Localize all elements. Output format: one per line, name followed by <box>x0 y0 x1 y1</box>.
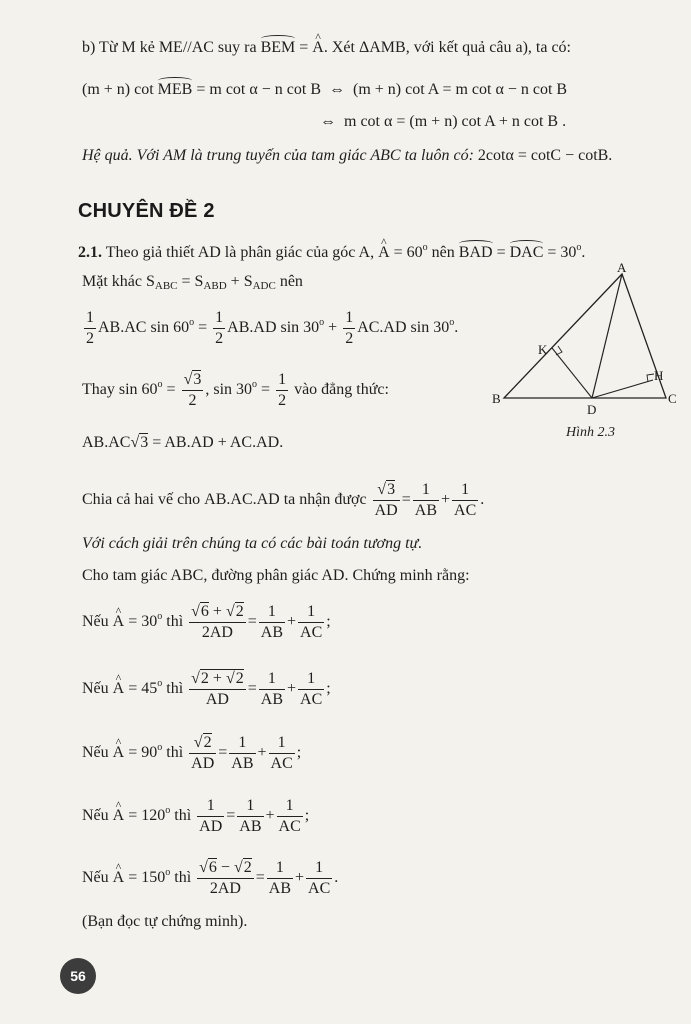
case-90: Nếu ^ $A = 90^o$ thì $\frac{√2}{AD}$ = $\frac{1}{AB}$ + $\frac{1}{AC}$ ; <box>82 733 301 774</box>
triangle-figure <box>490 262 680 422</box>
text: Nếu <box>82 680 109 698</box>
text: vào đẳng thức: <box>294 381 389 399</box>
text: Theo giả thiết AD là phân giác của góc A, <box>105 244 375 261</box>
text: Nếu <box>82 869 109 887</box>
text: b) Từ M kẻ ME//AC suy ra <box>82 39 257 56</box>
task-line: Cho tam giác ABC, đường phân giác AD. Chứng minh rằng: <box>82 567 470 584</box>
formula-line-1: (m + n) cot MEB = m cot α − n cot B ⇔ (m + n) cot A = m cot α − n cot B <box>82 81 568 98</box>
area-equation: $\frac{1}{2}$ AB.AC $\sin 60^o$ = $\frac{1}{2}$ AB.AD $\sin 30^o$ + $\frac{1}{2}$ AC.AD sin 30$^o$. <box>86 309 459 347</box>
text: thì <box>166 680 184 698</box>
text: nên <box>279 273 303 290</box>
text: Nếu <box>82 807 109 825</box>
segment-dh <box>592 380 653 398</box>
label-d: D <box>587 402 597 417</box>
text: ta nhận được <box>283 491 367 509</box>
case-120: Nếu ^ $A = 120^o$ thì $\frac{1}{AD}$ = $\frac{1}{AB}$ + $\frac{1}{AC}$ ; <box>82 796 309 837</box>
case-45: Nếu ^ $A = 45^o$ thì $\frac{√2 + √2}{AD}$ = $\frac{1}{AB}$ + $\frac{1}{AC}$ ; <box>82 669 331 710</box>
figure-caption: Hình 2.3 <box>566 425 615 440</box>
text: thì <box>174 807 192 825</box>
section-heading: CHUYÊN ĐỀ 2 <box>78 200 215 222</box>
text: Nếu <box>82 744 109 762</box>
segment-dk <box>552 348 592 398</box>
hequa-text: Với AM là trung tuyến của tam giác ABC ta luôn có: <box>136 147 474 164</box>
reader-note: (Bạn đọc tự chứng minh). <box>82 913 248 930</box>
hequa-label: Hệ quả. <box>82 147 133 164</box>
text: Thay <box>82 381 115 399</box>
problem-number: 2.1. <box>78 244 102 261</box>
hequa-line <box>82 146 612 166</box>
label-b: B <box>492 391 501 406</box>
case-150: Nếu ^ $A = 150^o$ thì $\frac{√6 - √2}{2AD}$ = $\frac{1}{AB}$ + $\frac{1}{AC}$ . <box>82 858 338 899</box>
thay-line: Thay $\sin 60^o$ = $\frac{√3}{2}$ , $\sin 30^o$ = $\frac{1}{2}$ vào đẳng thức: <box>82 371 389 409</box>
text: nên <box>431 244 455 261</box>
segment-ad <box>592 274 622 398</box>
text: . Xét ΔAMB, với kết quả câu a), ta có: <box>323 39 571 56</box>
text: Chia cả hai vế cho <box>82 491 201 509</box>
equation-ab-ac: AB.AC√3 = AB.AD + AC.AD. <box>82 434 284 451</box>
label-h: H <box>654 368 664 383</box>
label-c: C <box>668 391 677 406</box>
line-b: b) Từ M kẻ ME//AC suy ra BEM = ^ A. Xét ΔAMB, với kết quả câu a), ta có: <box>82 38 571 58</box>
label-k: K <box>538 342 548 357</box>
problem-line-1: 2.1. Theo giả thiết AD là phân giác của góc A, ^ $A = 60^o$ nên BAD = DAC = $30^o$. <box>78 238 585 263</box>
triangle-abc <box>504 274 666 398</box>
text: Mặt khác <box>82 273 142 290</box>
chia-line: Chia cả hai vế cho AB.AC.AD ta nhận được $\frac{√3}{AD}$ = $\frac{1}{AB}$ + $\frac{1}{AC}$ . <box>82 481 485 519</box>
text: thì <box>174 869 192 887</box>
text: Nếu <box>82 613 109 631</box>
formula-line-2: ⇔ m cot α = (m + n) cot A + n cot B . <box>320 113 567 130</box>
text: thì <box>166 744 184 762</box>
page-number: 56 <box>60 958 96 994</box>
problem-line-2: Mặt khác $S_{ABC} = S_{ABD} + S_{ADC}$ nên <box>82 273 303 292</box>
label-a: A <box>617 262 627 275</box>
hequa-formula: 2cotα = cotC − cotB. <box>477 147 613 164</box>
text: thì <box>166 613 184 631</box>
italic-note: Với cách giải trên chúng ta có các bài toán tương tự. <box>82 535 423 552</box>
case-30: Nếu ^ $A = 30^o$ thì $\frac{√6 + √2}{2AD}$ = $\frac{1}{AB}$ + $\frac{1}{AC}$ ; <box>82 602 331 643</box>
